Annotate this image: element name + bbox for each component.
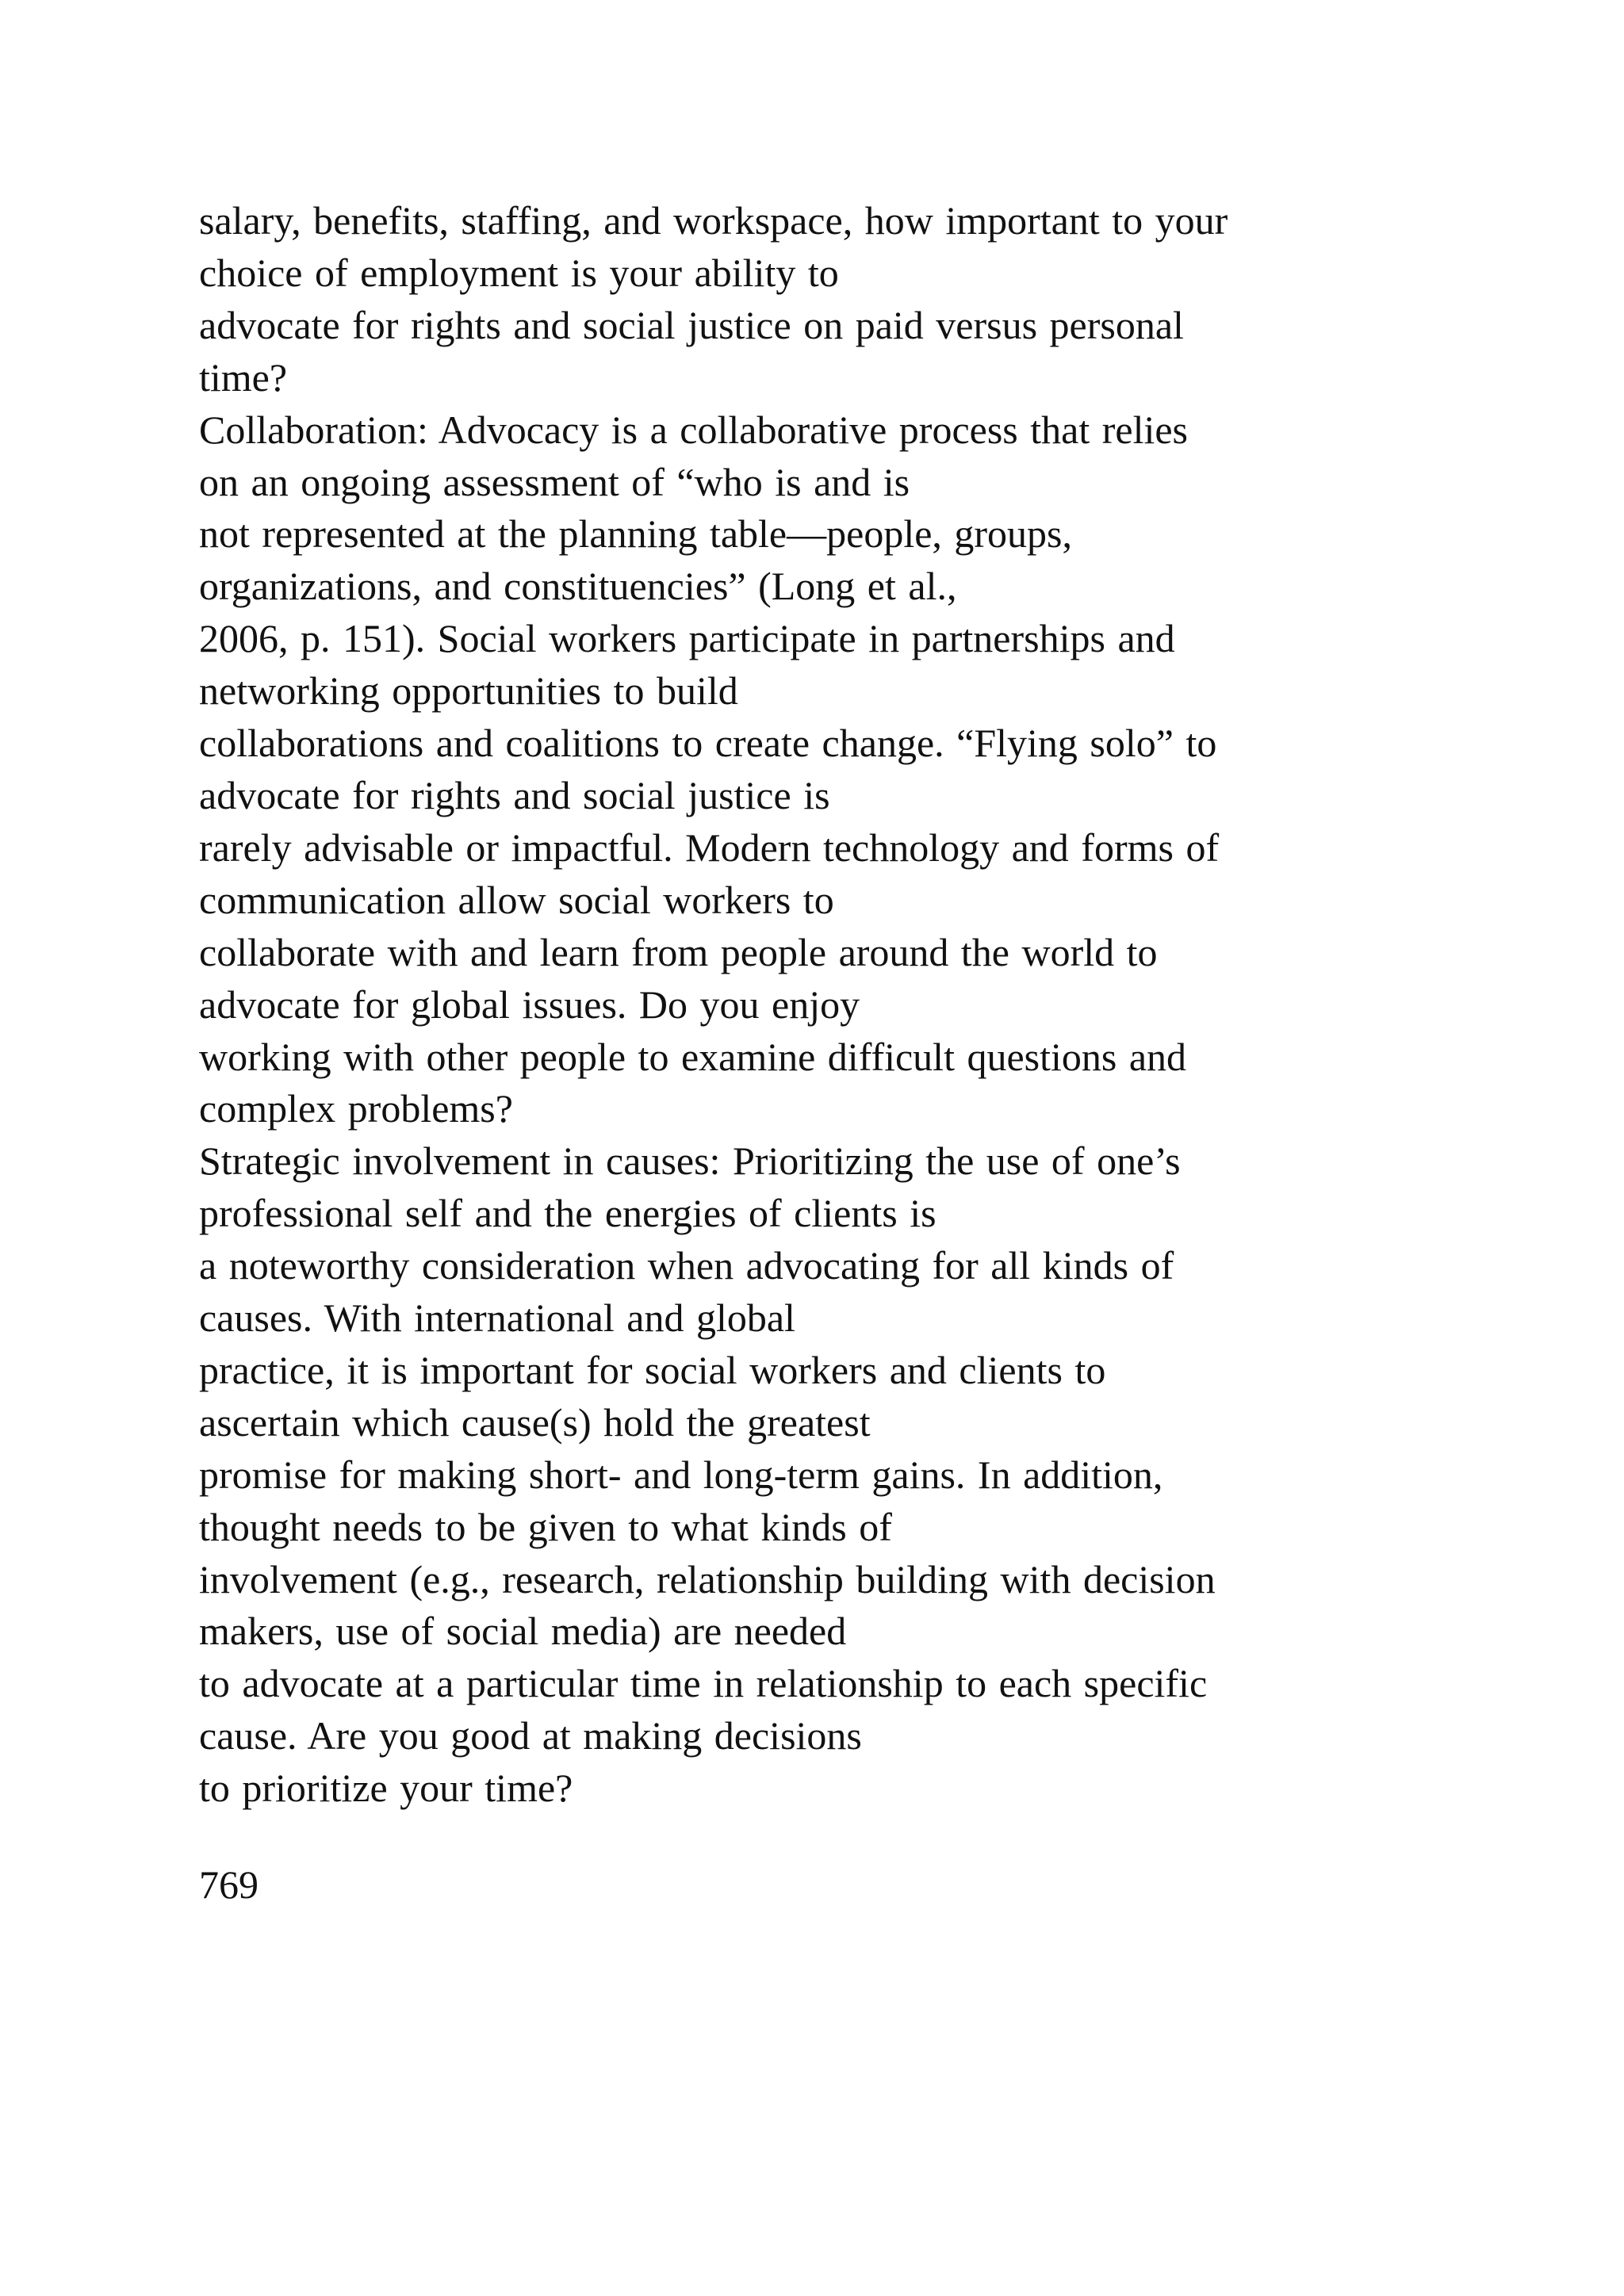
text-line: involvement (e.g., research, relationship building with decision [199,1556,1216,1601]
text-line: Strategic involvement in causes: Prioritizing the use of one’s [199,1138,1181,1184]
text-line: to advocate at a particular time in relationship to each specific [199,1661,1208,1706]
text-line: choice of employment is your ability to [199,250,839,295]
text-line: communication allow social workers to [199,877,834,922]
text-line: promise for making short- and long-term gains. In addition, [199,1452,1163,1497]
text-line: advocate for rights and social justice on paid versus personal [199,302,1184,347]
text-line: Collaboration: Advocacy is a collaborative process that relies [199,407,1189,452]
text-line: cause. Are you good at making decisions [199,1713,862,1758]
text-line: on an ongoing assessment of “who is and is [199,459,910,504]
text-line: rarely advisable or impactful. Modern technology and forms of [199,825,1220,870]
text-line: advocate for global issues. Do you enjoy [199,982,860,1027]
text-line: collaborations and coalitions to create change. “Flying solo” to [199,721,1217,766]
text-line: complex problems? [199,1086,513,1131]
text-line: practice, it is important for social workers and clients to [199,1347,1106,1392]
page-number: 769 [199,1862,259,1907]
text-line: causes. With international and global [199,1295,795,1341]
text-line: professional self and the energies of clients is [199,1191,936,1236]
body-text [199,195,1500,1815]
text-line: a noteworthy consideration when advocating for all kinds of [199,1243,1174,1288]
text-line: advocate for rights and social justice is [199,772,830,817]
text-line: not represented at the planning table—people, groups, [199,511,1073,557]
text-line: time? [199,354,288,400]
text-line: thought needs to be given to what kinds of [199,1504,892,1549]
text-line: 2006, p. 151). Social workers participate in partnerships and [199,616,1175,661]
text-line: salary, benefits, staffing, and workspace, how important to your [199,198,1228,243]
text-line: networking opportunities to build [199,668,738,714]
text-line: working with other people to examine difficult questions and [199,1034,1187,1079]
text-line: to prioritize your time? [199,1766,573,1811]
text-line: collaborate with and learn from people around the world to [199,929,1158,974]
text-line: organizations, and constituencies” (Long et al., [199,564,957,609]
text-line: makers, use of social media) are needed [199,1609,847,1654]
text-line: ascertain which cause(s) hold the greatest [199,1399,871,1445]
